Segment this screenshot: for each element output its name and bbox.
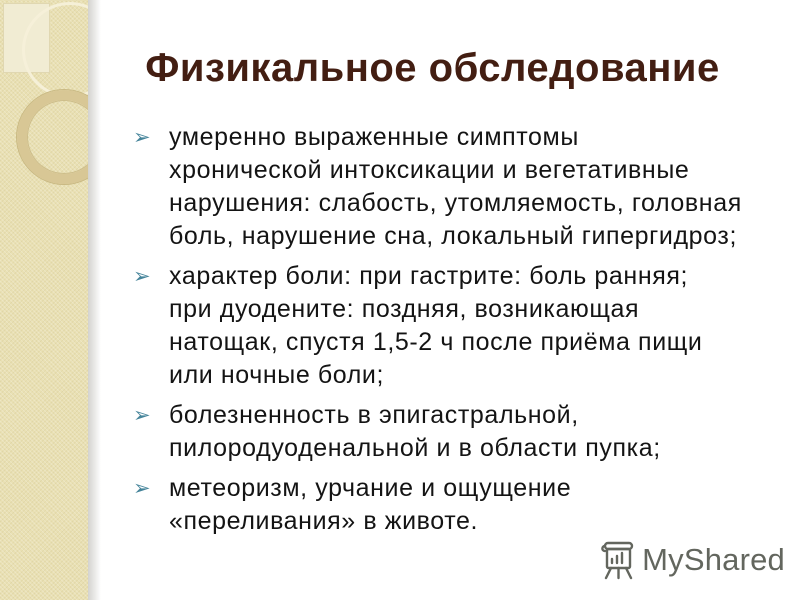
bullet-line: пилородуоденальной и в области пупка; — [169, 434, 661, 462]
bullet-text — [169, 399, 790, 465]
bullet-line: при дуодените: поздняя, возникающая — [169, 295, 640, 323]
bullet-text — [169, 260, 790, 392]
bullet-line: умеренно выраженные симптомы — [169, 123, 579, 151]
bullet-text — [169, 472, 790, 538]
slide-title: Физикальное обследование — [145, 46, 720, 90]
decor-ring — [17, 90, 88, 184]
bullet-line: характер боли: при гастрите: боль ранняя; — [169, 262, 689, 290]
bullet-arrow-icon: ➢ — [133, 404, 152, 427]
bullet-text — [169, 121, 790, 253]
bullet-list — [132, 121, 790, 538]
bullet-line: метеоризм, урчание и ощущение — [169, 474, 572, 502]
bullet-item — [132, 399, 790, 465]
myshared-logo-text: MyShared — [642, 542, 785, 577]
bullet-line: хронической интоксикации и вегетативные — [169, 156, 690, 184]
bullet-line: нарушения: слабость, утомляемость, головная — [169, 189, 742, 217]
bullet-arrow-icon: ➢ — [133, 477, 152, 500]
bullet-item — [132, 472, 790, 538]
bullet-line: боль, нарушение сна, локальный гипергидроз; — [169, 222, 737, 250]
myshared-watermark[interactable] — [599, 540, 785, 580]
bullet-arrow-icon: ➢ — [133, 265, 152, 288]
bullet-item — [132, 260, 790, 392]
myshared-logo-icon — [599, 540, 635, 580]
bullet-line: болезненность в эпигастральной, — [169, 401, 579, 429]
bullet-line: натощак, спустя 1,5-2 ч после приёма пищи — [169, 328, 703, 356]
bullet-item — [132, 121, 790, 253]
bullet-line: или ночные боли; — [169, 361, 385, 389]
bullet-line: «переливания» в животе. — [169, 507, 479, 535]
bullet-arrow-icon: ➢ — [133, 126, 152, 149]
slide-content — [100, 0, 800, 545]
sidebar-decoration — [0, 0, 88, 600]
